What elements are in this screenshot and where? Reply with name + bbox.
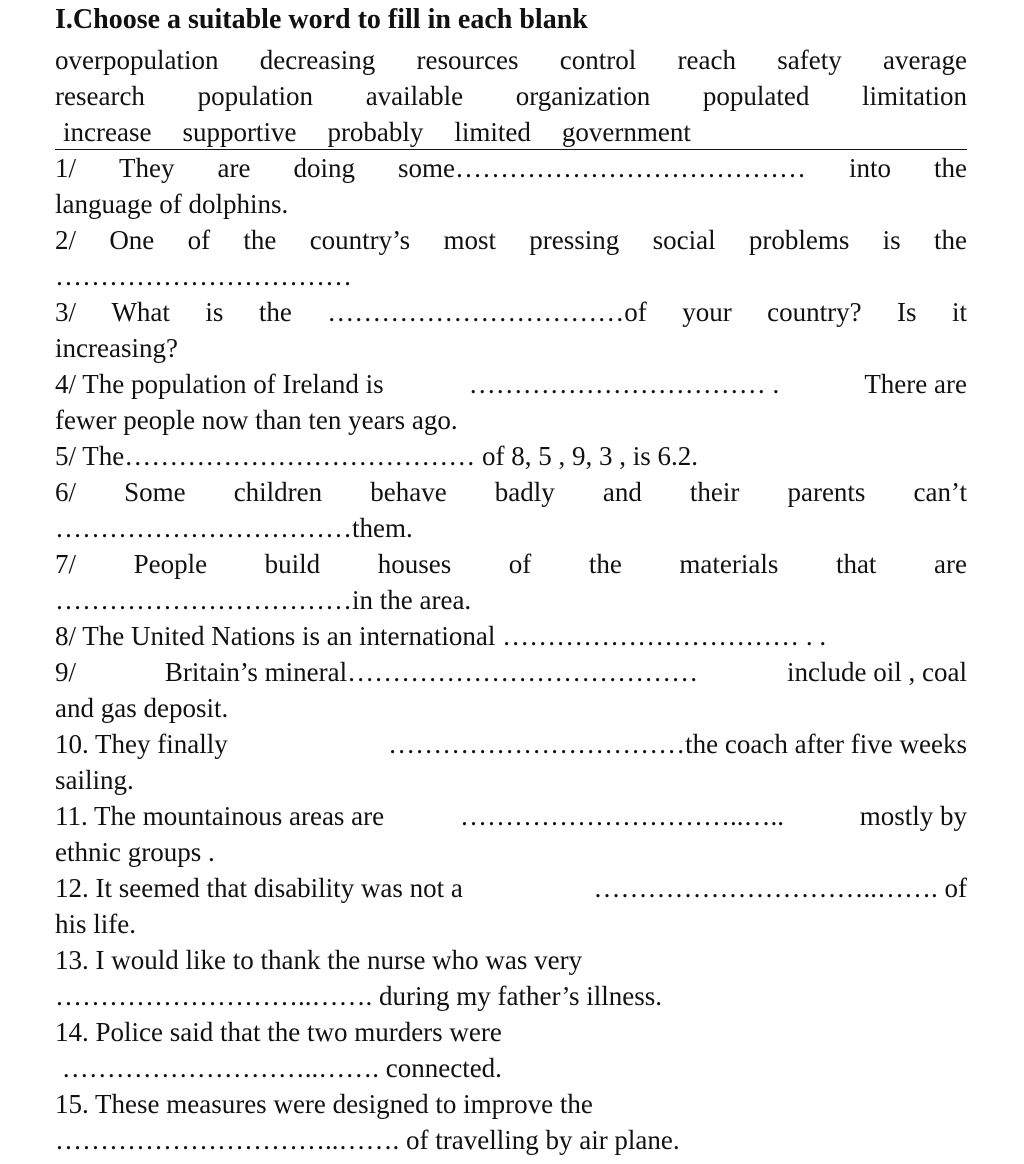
question-7-line-2[interactable]: ……………………………in the area.: [55, 585, 472, 615]
question-10-line-1: [55, 726, 967, 762]
question-text: are: [217, 153, 251, 183]
question-text: is: [882, 225, 901, 255]
word-bank-item: research: [55, 81, 145, 111]
question-9-line-1: [55, 654, 967, 690]
question-8-line-1[interactable]: 8/ The United Nations is an international …………………………… . .: [55, 621, 827, 651]
question-12-line-2: his life.: [55, 909, 136, 939]
question-3-line-2: increasing?: [55, 333, 178, 363]
question-4-line-2: fewer people now than ten years ago.: [55, 405, 458, 435]
word-bank-item: populated: [702, 81, 810, 111]
question-text: People: [133, 549, 208, 579]
question-12-line-1: [55, 870, 967, 906]
question-text: it: [951, 297, 967, 327]
question-14-line-2[interactable]: ………………………..……. connected.: [55, 1053, 502, 1083]
question-text: behave: [370, 477, 447, 507]
word-bank-line-1: [55, 42, 967, 78]
question-text: Is: [897, 297, 917, 327]
word-bank-line-2: [55, 78, 967, 114]
word-bank-item: available: [365, 81, 464, 111]
question-text: the: [588, 549, 622, 579]
word-bank-item: resources: [416, 45, 519, 75]
question-text: 7/: [55, 549, 77, 579]
question-text: 9/: [55, 657, 77, 687]
question-text: the: [258, 297, 292, 327]
question-text: 1/: [55, 153, 77, 183]
question-text: is: [205, 297, 224, 327]
question-15-line-2[interactable]: …………………………..……. of travelling by air plane.: [55, 1125, 680, 1155]
word-bank-item: government: [561, 117, 691, 147]
question-3-line-1: [55, 294, 967, 330]
question-14-line-1: 14. Police said that the two murders were: [55, 1017, 502, 1047]
answer-blank[interactable]: …………………………..……. of: [593, 873, 967, 903]
answer-blank[interactable]: …………………………… .: [468, 369, 780, 399]
question-text: are: [934, 549, 967, 579]
question-9-line-2: and gas deposit.: [55, 693, 229, 723]
question-text: your: [682, 297, 732, 327]
question-text: children: [233, 477, 323, 507]
question-text: and: [602, 477, 642, 507]
question-text: country?: [767, 297, 862, 327]
question-text: pressing: [529, 225, 620, 255]
word-bank-item: increase: [63, 117, 152, 147]
word-bank-item: limitation: [861, 81, 967, 111]
word-bank-item: safety: [777, 45, 842, 75]
question-text: 12. It seemed that disability was not a: [55, 873, 463, 903]
question-text: 10. They finally: [55, 729, 228, 759]
question-text: build: [264, 549, 321, 579]
word-bank-item: average: [883, 45, 967, 75]
question-text: 11. The mountainous areas are: [55, 801, 385, 831]
question-2-line-1: [55, 222, 967, 258]
answer-blank[interactable]: Britain’s mineral…………………………………: [164, 657, 699, 687]
question-text: country’s: [309, 225, 411, 255]
question-text: that: [835, 549, 877, 579]
worksheet: [55, 0, 967, 1158]
question-text: problems: [748, 225, 850, 255]
question-text: the: [933, 225, 967, 255]
answer-blank[interactable]: some…………………………………: [397, 153, 806, 183]
word-bank-line-3: [55, 114, 967, 150]
question-text: the: [243, 225, 277, 255]
question-15-line-1: 15. These measures were designed to improve the: [55, 1089, 593, 1119]
question-text: mostly by: [859, 801, 967, 831]
question-text: into: [848, 153, 891, 183]
question-text: include oil , coal: [787, 657, 967, 687]
word-bank-item: probably: [327, 117, 424, 147]
exercise-title: I.Choose a suitable word to fill in each blank: [55, 4, 588, 35]
question-text: 6/: [55, 477, 77, 507]
question-text: social: [652, 225, 716, 255]
question-text: They: [119, 153, 175, 183]
word-bank-item: organization: [515, 81, 651, 111]
question-text: parents: [787, 477, 866, 507]
answer-blank[interactable]: ……………………………: [55, 261, 352, 291]
question-1-line-1: [55, 150, 967, 186]
word-bank-item: population: [197, 81, 314, 111]
question-text: 4/ The population of Ireland is: [55, 369, 384, 399]
question-text: materials: [679, 549, 779, 579]
question-11-line-1: [55, 798, 967, 834]
question-text: houses: [377, 549, 452, 579]
question-text: their: [689, 477, 740, 507]
word-bank-item: supportive: [182, 117, 297, 147]
question-1-line-2: language of dolphins.: [55, 189, 289, 219]
question-13-line-2[interactable]: ………………………..……. during my father’s illness.: [55, 981, 662, 1011]
word-bank-item: overpopulation: [55, 45, 219, 75]
question-10-line-2: sailing.: [55, 765, 134, 795]
question-13-line-1: 13. I would like to thank the nurse who was very: [55, 945, 583, 975]
question-text: doing: [293, 153, 355, 183]
answer-blank[interactable]: …………………………..…..: [459, 801, 784, 831]
word-bank-item: limited: [454, 117, 531, 147]
question-list: [55, 150, 967, 1158]
question-11-line-2: ethnic groups .: [55, 837, 215, 867]
question-text: most: [443, 225, 496, 255]
question-text: 3/: [55, 297, 77, 327]
question-text: badly: [494, 477, 555, 507]
question-7-line-1: [55, 546, 967, 582]
question-text: of: [187, 225, 211, 255]
word-bank-item: decreasing: [259, 45, 376, 75]
question-text: Some: [124, 477, 186, 507]
question-text: One: [109, 225, 155, 255]
question-text: 2/: [55, 225, 77, 255]
question-text: can’t: [913, 477, 967, 507]
question-4-line-1: [55, 366, 967, 402]
question-6-line-1: [55, 474, 967, 510]
question-text: the: [934, 153, 967, 183]
word-bank-item: reach: [677, 45, 736, 75]
question-text: of: [508, 549, 532, 579]
question-text: What: [111, 297, 170, 327]
question-text: There are: [864, 369, 967, 399]
word-bank-item: control: [559, 45, 637, 75]
answer-blank[interactable]: ……………………………of: [327, 297, 647, 327]
question-6-line-2[interactable]: ……………………………them.: [55, 513, 413, 543]
answer-blank[interactable]: ……………………………the coach after five weeks: [388, 729, 967, 759]
question-5-line-1: 5/ The………………………………… of 8, 5 , 9, 3 , is 6.2.: [55, 441, 698, 471]
